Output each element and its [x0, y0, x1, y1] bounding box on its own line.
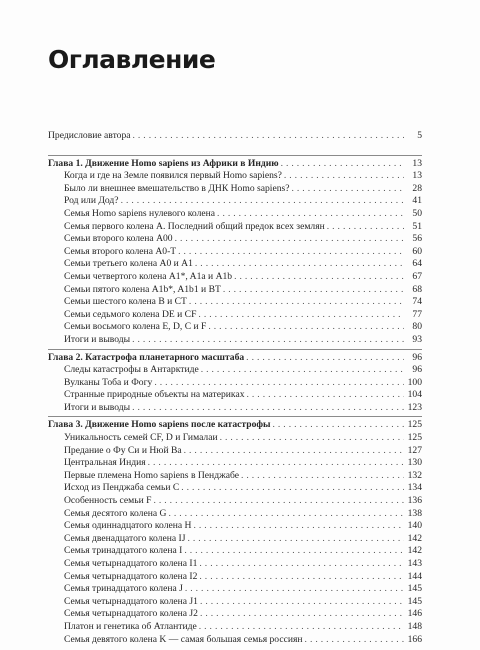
toc-entry-label: Странные природные объекты на материках: [64, 389, 245, 401]
toc-page-number: 146: [407, 608, 422, 620]
toc-section[interactable]: [48, 377, 422, 390]
dot-leader: [217, 208, 404, 221]
toc-section[interactable]: [48, 457, 422, 470]
toc-section[interactable]: [48, 558, 422, 571]
toc-page-number: 132: [407, 469, 422, 481]
toc-entry-label: Род или Дод?: [64, 195, 119, 207]
toc-entry-label: Семьи шестого колена B и CT: [64, 296, 187, 308]
toc-page-number: 145: [407, 583, 422, 595]
toc-page-number: 64: [412, 258, 422, 270]
toc-section[interactable]: [48, 470, 422, 483]
chapter-divider: [48, 416, 422, 417]
dot-leader: [184, 445, 404, 458]
toc-entry-label: Итоги и выводы: [64, 401, 131, 413]
toc-page-number: 125: [407, 432, 422, 444]
toc-section[interactable]: [48, 432, 422, 445]
toc-section[interactable]: [48, 309, 422, 322]
toc-entry-label: Семья девятого колена K — самая большая семья россиян: [64, 633, 303, 645]
toc-section[interactable]: [48, 402, 422, 415]
toc-page-number: 67: [412, 270, 422, 282]
toc-section[interactable]: [48, 246, 422, 259]
dot-leader: [281, 158, 404, 171]
dot-leader: [327, 221, 404, 234]
toc-section[interactable]: [48, 533, 422, 546]
toc-entry-label: Семьи второго колена A00: [64, 233, 173, 245]
toc-entry-label: Семья первого колена A. Последний общий предок всех землян: [64, 220, 325, 232]
toc-entry-label: Глава 1. Движение Homo sapiens из Африки в Индию: [48, 157, 279, 169]
toc-entry-label: Семья четырнадцатого колена J1: [64, 595, 198, 607]
toc-page-number: 96: [412, 351, 422, 363]
dot-leader: [132, 402, 404, 415]
toc-section[interactable]: [48, 608, 422, 621]
toc-entry-label: Семья тринадцатого колена J: [64, 583, 183, 595]
dot-leader: [187, 533, 404, 546]
dot-leader: [246, 352, 404, 365]
toc-entry-label: Семья четырнадцатого колена J2: [64, 608, 198, 620]
toc-section[interactable]: [48, 233, 422, 246]
chapter-divider: [48, 349, 422, 350]
toc-section[interactable]: [48, 445, 422, 458]
toc-entry-label: Семья четырнадцатого колена I1: [64, 558, 198, 569]
toc-entry-label: Итоги и выводы: [64, 333, 131, 345]
dot-leader: [273, 419, 404, 432]
dot-leader: [175, 233, 404, 246]
toc-entry-label: Семья одиннадцатого колена H: [64, 520, 192, 532]
toc-page-number: 96: [412, 364, 422, 376]
dot-leader: [148, 457, 404, 470]
toc-section[interactable]: [48, 634, 422, 647]
dot-leader: [220, 432, 404, 445]
toc-section[interactable]: [48, 284, 422, 297]
dot-leader: [208, 321, 404, 334]
toc-section[interactable]: [48, 596, 422, 609]
toc-page-number: 127: [407, 444, 422, 456]
toc-section[interactable]: [48, 221, 422, 234]
toc-section[interactable]: [48, 583, 422, 596]
toc-page-number: 140: [407, 520, 422, 532]
dot-leader: [247, 389, 405, 402]
toc-page-number: 125: [407, 419, 422, 431]
toc-entry-label: Семьи пятого колена A1b*, A1b1 и BT: [64, 283, 221, 295]
toc-entry-label: Семьи четвертого колена A1*, A1a и A1b: [64, 270, 233, 282]
toc-entry-label: Семья Homo sapiens нулевого колена: [64, 207, 216, 219]
dot-leader: [168, 508, 404, 521]
toc-section[interactable]: [48, 183, 422, 196]
dot-leader: [178, 246, 404, 259]
dot-leader: [292, 183, 404, 196]
toc-page-number: 74: [412, 296, 422, 308]
toc-page-number: 144: [407, 570, 422, 582]
toc-page-number: 142: [407, 532, 422, 544]
toc-section[interactable]: [48, 508, 422, 521]
toc-entry-preface[interactable]: [48, 130, 422, 143]
toc-page-number: 5: [417, 130, 422, 141]
toc-page-number: 13: [412, 157, 422, 169]
dot-leader: [200, 608, 404, 621]
toc-page-number: 123: [407, 401, 422, 413]
toc-chapter-1[interactable]: [48, 158, 422, 171]
toc-entry-label: Глава 2. Катастрофа планетарного масштаба: [48, 351, 245, 363]
toc-entry-label: Семья четырнадцатого колена I2: [64, 570, 198, 582]
toc-entry-label: Первые племена Homo sapiens в Пенджабе: [64, 469, 239, 481]
toc-page-number: 13: [412, 170, 422, 182]
toc-entry-label: Семьи третьего колена A0 и A1: [64, 258, 193, 270]
dot-leader: [241, 470, 404, 483]
toc-page-number: 145: [407, 595, 422, 607]
toc-page-number: 93: [412, 333, 422, 345]
toc-section[interactable]: [48, 334, 422, 347]
toc-page-number: 142: [407, 545, 422, 557]
dot-leader: [153, 495, 404, 508]
table-of-contents: [48, 130, 422, 646]
toc-page-number: 130: [407, 457, 422, 469]
dot-leader: [201, 364, 404, 377]
toc-page-number: 80: [412, 321, 422, 333]
toc-page-number: 60: [412, 245, 422, 257]
dot-leader: [305, 634, 404, 647]
toc-entry-label: Семьи восьмого колена E, D, C и F: [64, 321, 207, 333]
toc-entry-label: Исход из Пенджаба семьи C: [64, 482, 180, 494]
toc-page-number: 51: [412, 220, 422, 232]
toc-page-number: 68: [412, 283, 422, 295]
toc-entry-label: Семья двенадцатого колена IJ: [64, 532, 186, 544]
chapters-list: [48, 155, 422, 647]
toc-entry-label: Следы катастрофы в Антарктиде: [64, 364, 199, 376]
toc-entry-label: Вулканы Тоба и Фогу: [64, 376, 153, 388]
toc-page-number: 138: [407, 507, 422, 519]
toc-section[interactable]: [48, 271, 422, 284]
spacer: [48, 143, 422, 153]
dot-leader: [199, 621, 404, 634]
toc-section[interactable]: [48, 258, 422, 271]
toc-entry-label: Когда и где на Земле появился первый Homo sapiens?: [64, 170, 282, 182]
toc-entry-label: Предание о Фу Си и Нюй Ва: [64, 444, 182, 456]
dot-leader: [185, 583, 404, 596]
toc-page-number: 136: [407, 495, 422, 507]
toc-page-number: 134: [407, 482, 422, 494]
toc-section[interactable]: [48, 364, 422, 377]
toc-page-number: 41: [412, 195, 422, 207]
dot-leader: [121, 195, 404, 208]
toc-page-number: 50: [412, 207, 422, 219]
toc-chapter-2[interactable]: [48, 352, 422, 365]
toc-section[interactable]: [48, 296, 422, 309]
toc-page-number: 100: [407, 376, 422, 388]
toc-section[interactable]: [48, 208, 422, 221]
dot-leader: [193, 520, 404, 533]
toc-page-number: 143: [407, 558, 422, 569]
dot-leader: [199, 571, 404, 584]
toc-entry-label: Уникальность семей CF, D и Гималаи: [64, 432, 218, 444]
dot-leader: [195, 258, 404, 271]
toc-section[interactable]: [48, 195, 422, 208]
toc-entry-label: Особенность семьи F: [64, 495, 152, 507]
page-title: Оглавление: [48, 45, 216, 74]
toc-entry-label: Семья десятого колена G: [64, 507, 167, 519]
toc-entry-label: Центральная Индия: [64, 457, 146, 469]
dot-leader: [132, 334, 404, 347]
toc-section[interactable]: [48, 545, 422, 558]
dot-leader: [198, 309, 404, 322]
dot-leader: [133, 130, 404, 143]
toc-section[interactable]: [48, 389, 422, 402]
toc-section[interactable]: [48, 495, 422, 508]
dot-leader: [189, 296, 404, 309]
toc-section[interactable]: [48, 571, 422, 584]
toc-entry-label: Платон и генетика об Атлантиде: [64, 620, 197, 632]
toc-section[interactable]: [48, 482, 422, 495]
dot-leader: [199, 558, 404, 571]
dot-leader: [184, 545, 404, 558]
toc-page-number: 166: [407, 633, 422, 645]
dot-leader: [223, 284, 404, 297]
dot-leader: [181, 482, 404, 495]
dot-leader: [154, 377, 404, 390]
toc-chapter-3[interactable]: [48, 419, 422, 432]
toc-entry-label: Глава 3. Движение Homo sapiens после катастрофы: [48, 419, 271, 431]
toc-section[interactable]: [48, 520, 422, 533]
dot-leader: [284, 170, 404, 183]
toc-page-number: 56: [412, 233, 422, 245]
toc-entry-label: Семья тринадцатого колена I: [64, 545, 183, 557]
toc-entry-label: Было ли внешнее вмешательство в ДНК Homo sapiens?: [64, 182, 290, 194]
toc-section[interactable]: [48, 621, 422, 634]
toc-entry-label: Семья второго колена A0-T: [64, 245, 177, 257]
chapter-divider: [48, 155, 422, 156]
dot-leader: [234, 271, 404, 284]
toc-entry-label: Предисловие автора: [48, 130, 131, 141]
toc-section[interactable]: [48, 321, 422, 334]
toc-page-number: 77: [412, 308, 422, 320]
toc-page-number: 104: [407, 389, 422, 401]
toc-page-number: 148: [407, 620, 422, 632]
toc-section[interactable]: [48, 170, 422, 183]
toc-page-number: 28: [412, 182, 422, 194]
dot-leader: [200, 596, 404, 609]
toc-entry-label: Семьи седьмого колена DE и CF: [64, 308, 197, 320]
